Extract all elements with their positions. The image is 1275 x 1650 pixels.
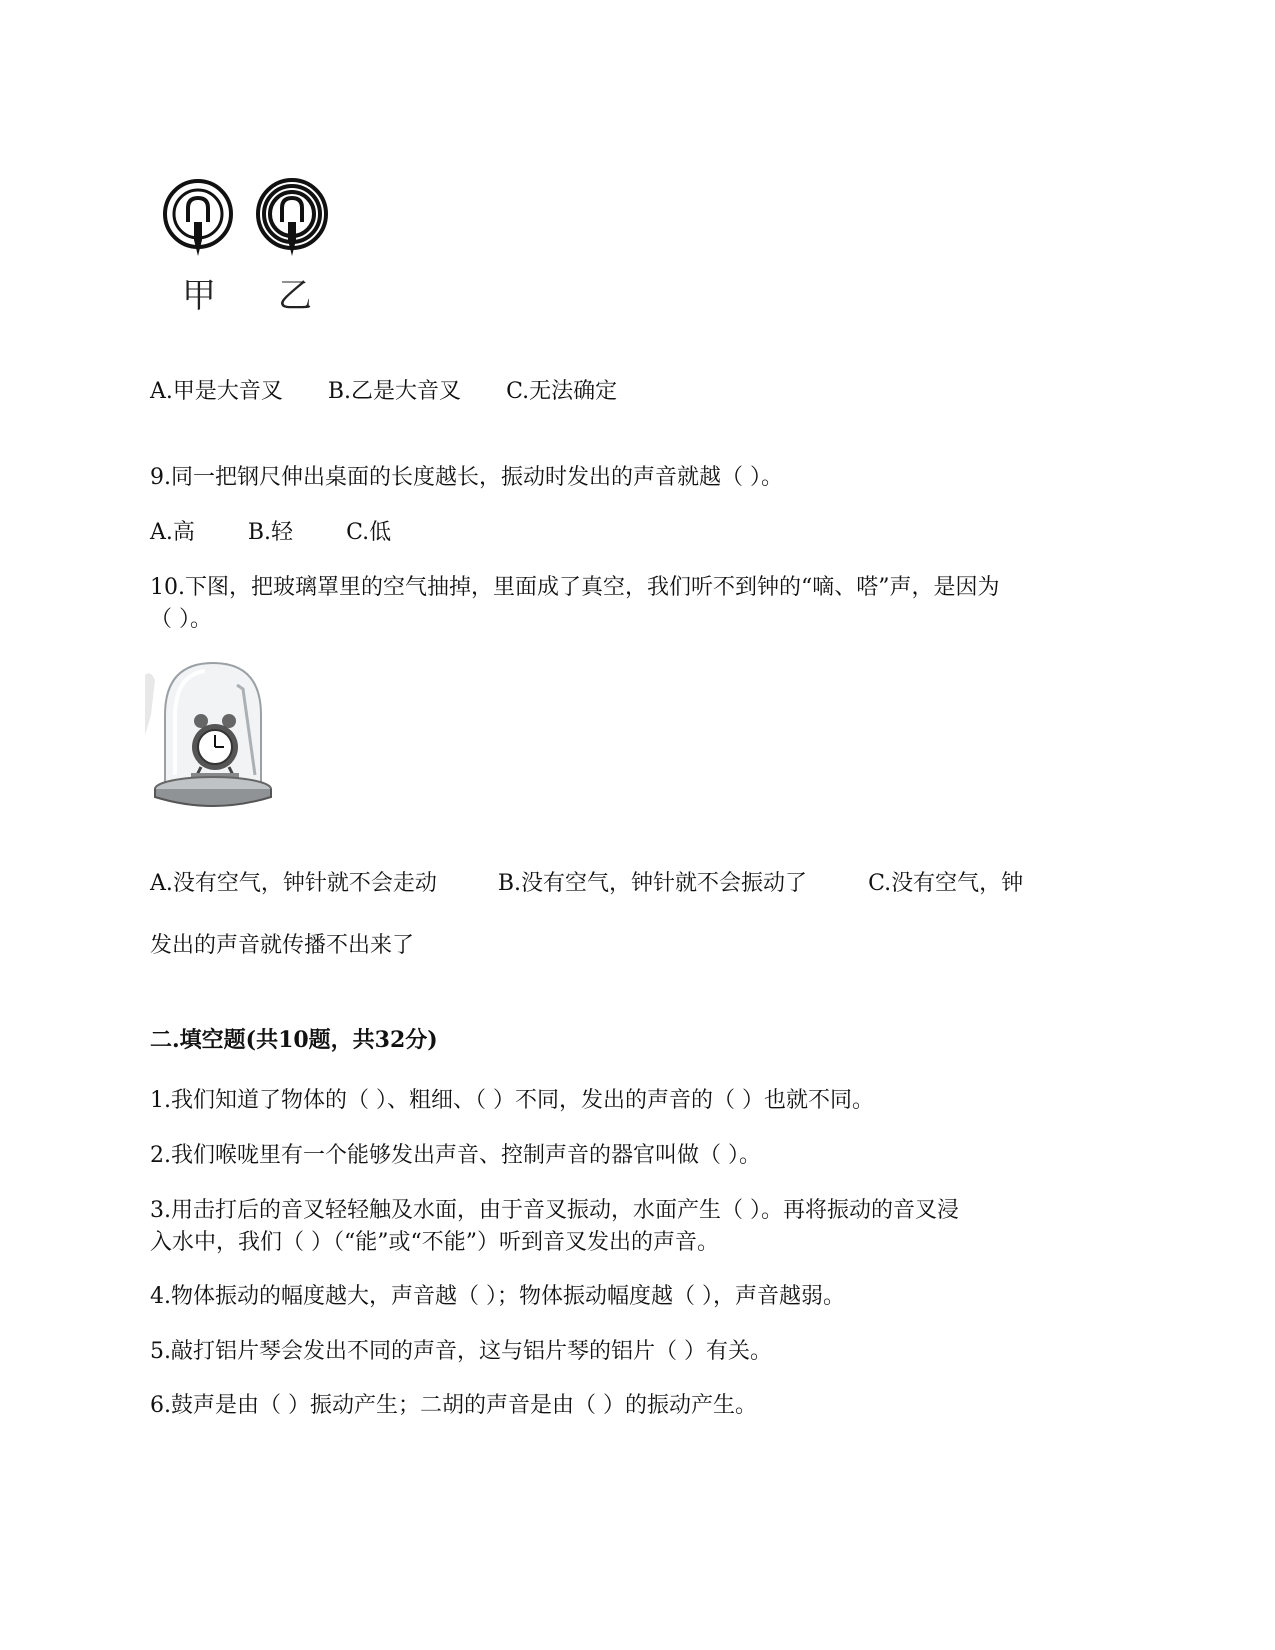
q8-option-c: C.无法确定	[506, 379, 618, 404]
fill-item-3-line2: 入水中，我们（ ）（“能”或“不能”）听到音叉发出的声音。	[150, 1230, 719, 1255]
q9-option-a: A.高	[150, 520, 195, 545]
figure-label-yi: 乙	[278, 276, 312, 316]
tuning-fork-figure	[160, 178, 340, 258]
bell-jar-clock-figure	[145, 655, 280, 810]
q10-option-b: B.没有空气，钟针就不会振动了	[497, 871, 808, 896]
fill-item-2: 2.我们喉咙里有一个能够发出声音、控制声音的器官叫做（ ）。	[150, 1143, 761, 1168]
q9-option-b: B.轻	[247, 520, 294, 545]
q10-options	[150, 868, 1023, 900]
q8-option-b: B.乙是大音叉	[327, 379, 462, 404]
q9-option-c: C.低	[346, 520, 392, 545]
fill-item-1: 1.我们知道了物体的（ ）、粗细、（ ）不同，发出的声音的（ ）也就不同。	[150, 1088, 874, 1113]
q10-options-continued: 发出的声音就传播不出来了	[150, 933, 415, 958]
q10-question-line2: （ ）。	[150, 607, 212, 632]
q8-options	[150, 376, 617, 408]
section-title: 二.填空题(共10题，共32分)	[150, 1027, 438, 1053]
q9-question: 9.同一把钢尺伸出桌面的长度越长，振动时发出的声音就越（ ）。	[150, 465, 783, 490]
q8-option-a: A.甲是大音叉	[150, 379, 283, 404]
q10-option-c: C.没有空气，钟	[868, 871, 1024, 896]
q10-question-line1: 10.下图，把玻璃罩里的空气抽掉，里面成了真空，我们听不到钟的“嘀、嗒”声，是因为	[150, 575, 1000, 600]
fill-item-3-line1: 3.用击打后的音叉轻轻触及水面，由于音叉振动，水面产生（ ）。再将振动的音叉浸	[150, 1198, 959, 1223]
q10-option-a: A.没有空气，钟针就不会走动	[150, 871, 437, 896]
fill-item-6: 6.鼓声是由（ ）振动产生；二胡的声音是由（ ）的振动产生。	[150, 1393, 757, 1418]
tuning-fork-jia-icon	[165, 181, 231, 256]
q9-options	[150, 517, 391, 549]
tuning-fork-yi-icon	[258, 180, 326, 256]
figure-label-jia: 甲	[182, 276, 216, 316]
fill-item-4: 4.物体振动的幅度越大，声音越（ ）；物体振动幅度越（ ），声音越弱。	[150, 1284, 845, 1309]
fill-item-5: 5.敲打铝片琴会发出不同的声音，这与铝片琴的铝片（ ）有关。	[150, 1339, 772, 1364]
